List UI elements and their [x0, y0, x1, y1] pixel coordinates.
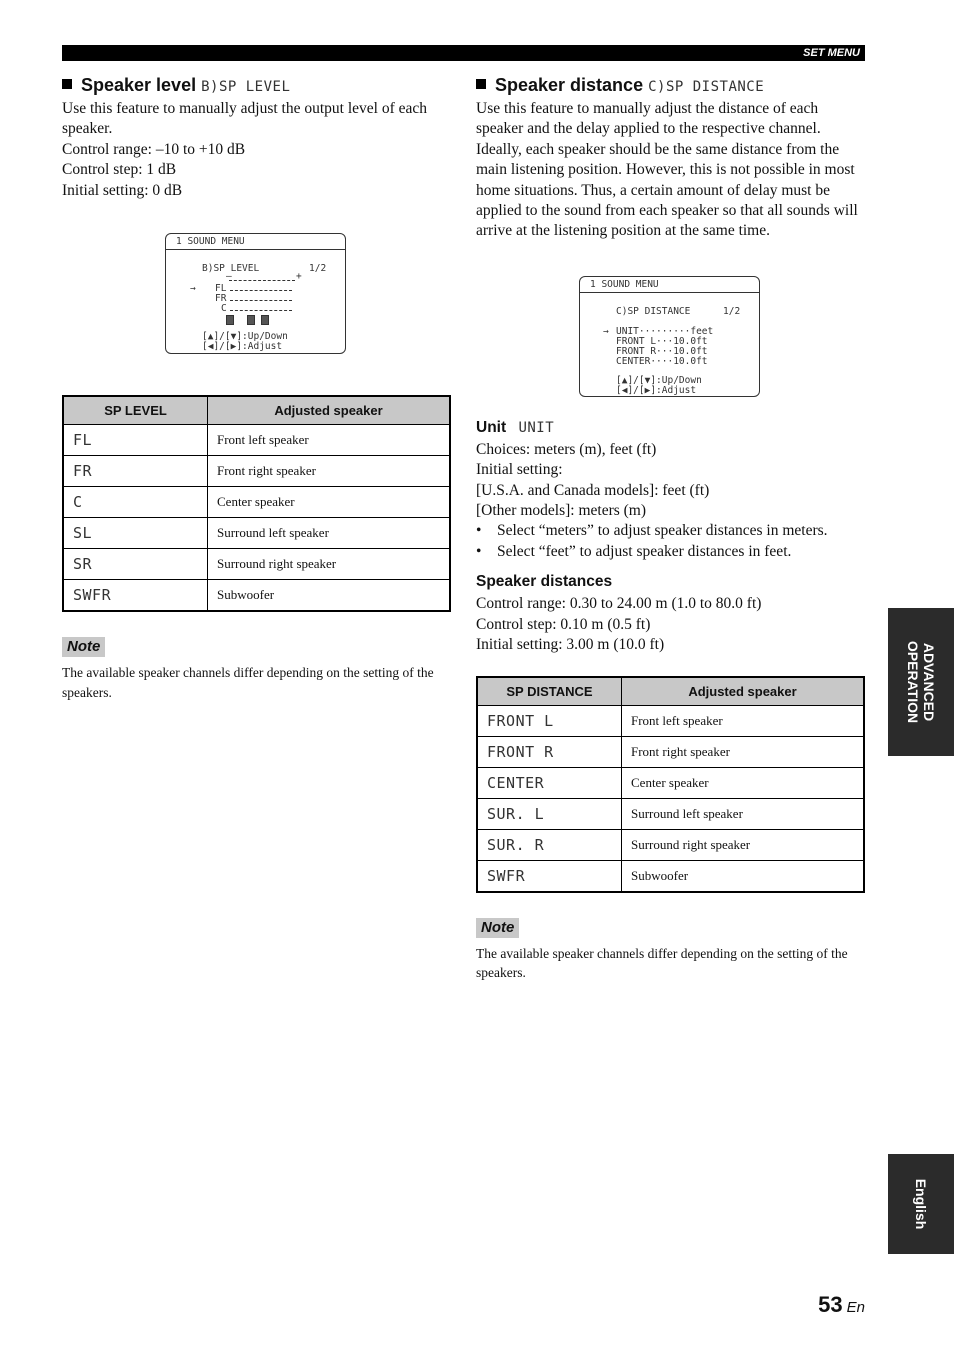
table-row: FL Front left speaker — [63, 425, 450, 456]
speaker-distances-heading: Speaker distances — [476, 573, 613, 591]
list-item: • Select “feet” to adjust speaker distances in feet. — [476, 542, 866, 562]
table-row: SUR. L Surround left speaker — [477, 798, 864, 829]
table-header: SP LEVEL — [63, 396, 208, 425]
speaker-distance-heading: Speaker distance C)SP DISTANCE — [476, 74, 866, 98]
osd-distance-line: CENTER····10.0ft — [616, 355, 708, 367]
note-block — [476, 918, 866, 983]
table-row: SWFR Subwoofer — [477, 860, 864, 892]
section-header-bar — [62, 45, 865, 61]
list-item: • Select “meters” to adjust speaker distances in meters. — [476, 521, 866, 541]
osd-page: 1/2 — [309, 263, 327, 275]
osd-adjust-hint: [◀]/[▶]:Adjust — [202, 341, 283, 353]
bullet-icon: • — [476, 542, 482, 560]
note-label: Note — [62, 637, 105, 657]
osd-channel: C — [221, 303, 227, 315]
osd-distance-line: FRONT R···10.0ft — [616, 345, 708, 357]
table-row: SWFR Subwoofer — [63, 580, 450, 612]
speaker-level-section — [62, 74, 452, 702]
osd-unit-line: UNIT·········feet — [616, 325, 714, 337]
square-bullet-icon — [62, 79, 72, 89]
osd-heading: C)SP DISTANCE — [616, 305, 691, 317]
osd-channel: FR — [215, 293, 227, 305]
table-row: SUR. R Surround right speaker — [477, 829, 864, 860]
square-bullet-icon — [476, 79, 486, 89]
note-label: Note — [476, 918, 519, 938]
osd-speaker-key-icon — [261, 315, 269, 325]
sp-distance-table — [476, 676, 865, 893]
osd-page: 1/2 — [723, 305, 741, 317]
speaker-level-osd-screen — [165, 233, 346, 354]
osd-level-bar — [230, 300, 292, 302]
unit-heading: Unit UNIT — [476, 418, 555, 436]
note-text: The available speaker channels differ depending on the setting of the speakers. — [476, 945, 848, 980]
speaker-distance-body: Use this feature to manually adjust the distance of each speaker and the delay applied to the respective channel. Ideally, each speaker should be the same distance from the main listening position. However, this is not possible in most home situations. Thus, a certain amount of delay must be applied to the sound from each speaker so that all sounds will arrive at the listening position at the same time. — [476, 100, 858, 240]
osd-updown-hint: [▲]/[▼]:Up/Down — [616, 374, 702, 386]
speaker-distances-subsection: Speaker distances Control range: 0.30 to 24.00 m (1.0 to 80.0 ft) Control step: 0.10 m (0.5 ft) Initial setting: 3.00 m (10.0 ft) — [476, 572, 866, 655]
osd-updown-hint: [▲]/[▼]:Up/Down — [202, 331, 288, 343]
bullet-icon: • — [476, 522, 482, 540]
speaker-level-lcd-name: B)SP LEVEL — [201, 79, 291, 95]
speaker-level-body: Use this feature to manually adjust the output level of each speaker. Control range: –10 to +10 dB Control step: 1 dB Initial setting: 0 dB — [62, 100, 427, 199]
table-row: SR Surround right speaker — [63, 549, 450, 580]
speaker-distance-lcd-name: C)SP DISTANCE — [648, 79, 765, 95]
unit-subsection: Unit UNIT Choices: meters (m), feet (ft) Initial setting: [U.S.A. and Canada models]: feet (ft) [Other models]: meters (m) • Select “meters” to adjust speaker distances in meters. • Select “feet” to adjust speaker distances in feet. — [476, 418, 866, 562]
speaker-distance-osd-screen — [579, 276, 760, 397]
osd-plus-sign: + — [296, 271, 302, 283]
osd-channel: FL — [215, 283, 227, 295]
table-row: FRONT L Front left speaker — [477, 705, 864, 736]
osd-menu-title: 1 SOUND MENU — [166, 234, 345, 250]
osd-speaker-key-icon — [247, 315, 255, 325]
note-block — [62, 637, 452, 702]
table-header: Adjusted speaker — [208, 396, 451, 425]
osd-level-scale — [229, 280, 295, 282]
speaker-distance-section — [476, 74, 866, 983]
table-row: FR Front right speaker — [63, 456, 450, 487]
note-text: The available speaker channels differ depending on the setting of the speakers. — [62, 665, 434, 700]
osd-heading: B)SP LEVEL — [202, 263, 260, 275]
table-row: FRONT R Front right speaker — [477, 736, 864, 767]
osd-cursor-arrow-icon: → — [603, 325, 609, 337]
table-header: SP DISTANCE — [477, 677, 622, 706]
sp-level-table — [62, 395, 451, 612]
advanced-operation-tab: ADVANCED OPERATION — [888, 608, 954, 756]
section-title: SET MENU — [803, 47, 860, 59]
table-header: Adjusted speaker — [622, 677, 865, 706]
english-language-tab: English — [888, 1154, 954, 1254]
osd-menu-title: 1 SOUND MENU — [580, 277, 759, 293]
page-number: 53 En — [818, 1292, 865, 1317]
table-row: CENTER Center speaker — [477, 767, 864, 798]
unit-lcd-name: UNIT — [518, 419, 555, 436]
osd-level-bar — [230, 310, 292, 312]
osd-speaker-key-icon — [226, 315, 234, 325]
table-row: SL Surround left speaker — [63, 518, 450, 549]
speaker-level-heading: Speaker level B)SP LEVEL — [62, 74, 452, 98]
osd-minus-sign: – — [226, 271, 232, 283]
osd-level-bar — [230, 290, 292, 292]
osd-adjust-hint: [◀]/[▶]:Adjust — [616, 384, 697, 396]
osd-distance-line: FRONT L···10.0ft — [616, 335, 708, 347]
osd-cursor-arrow-icon: → — [190, 283, 196, 295]
table-row: C Center speaker — [63, 487, 450, 518]
